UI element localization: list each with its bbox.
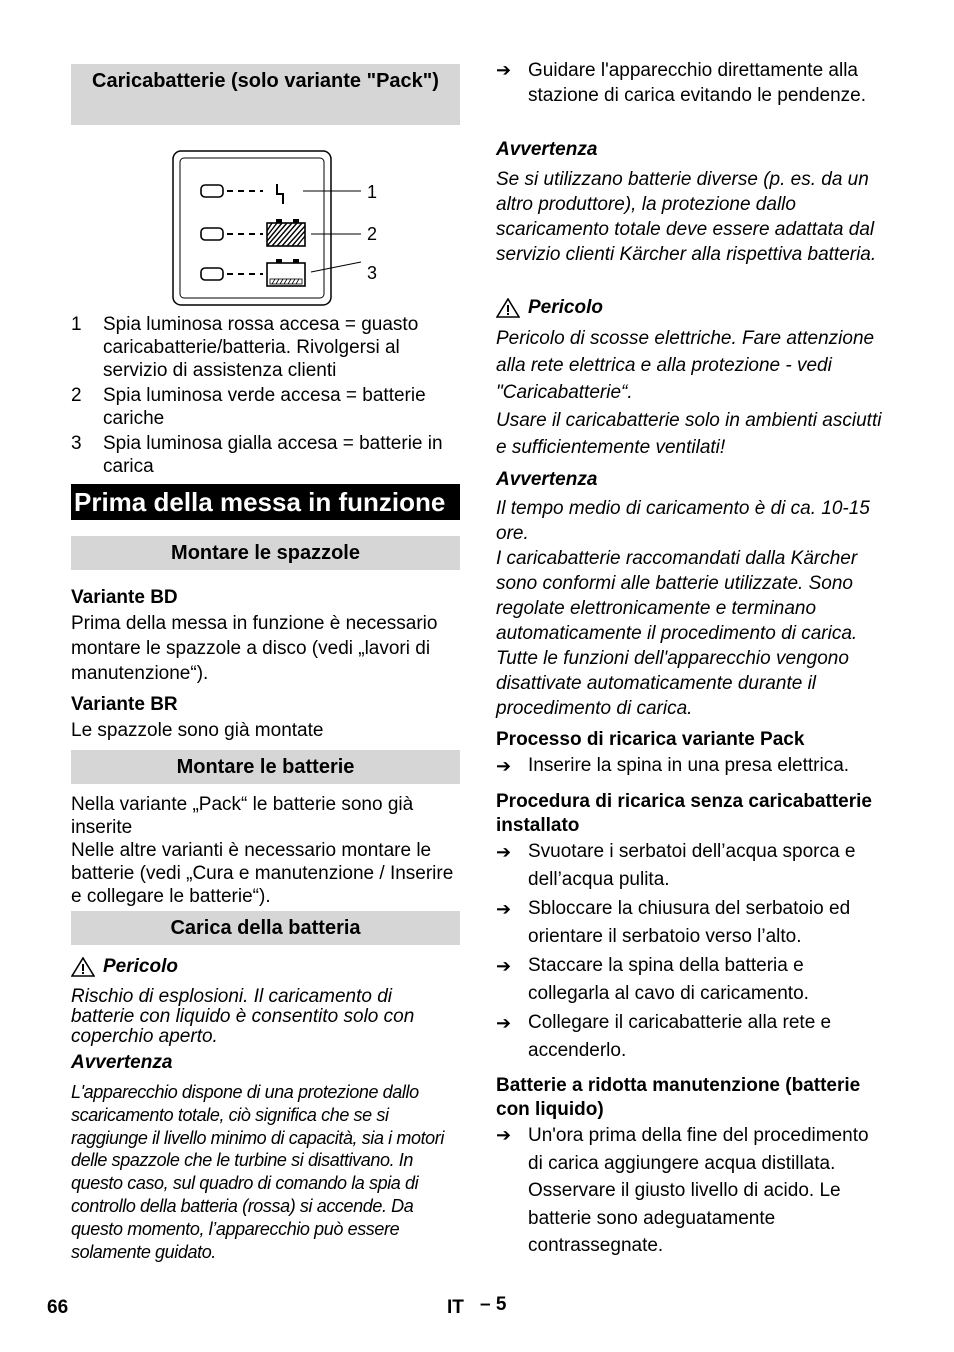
lowmaint-title: Batterie a ridotta manutenzione (batterie con liquido): [496, 1075, 861, 1120]
main-section-heading: Prima della messa in funzione: [71, 484, 460, 520]
figure-legend: [71, 313, 460, 478]
danger-title-left: [71, 956, 178, 978]
danger-title-text: Pericolo: [103, 956, 178, 977]
warning2-text-2: I caricabatterie raccomandati dalla Kärcher sono conformi alle batterie utilizzate. Sono regolate elettronicamente e terminano automaticamente il procedimento di carica.: [496, 548, 858, 644]
variant-bd-title: Variante BD: [71, 587, 178, 608]
pack-step: [496, 752, 888, 780]
legend-number: 1: [71, 314, 82, 335]
warning1-text: Se si utilizzano batterie diverse (p. es. da un altro produttore), la protezione dallo scaricamento totale deve essere adattata dal servizio clienti Kärcher alla rispettiva batteria.: [496, 169, 877, 265]
warning-triangle-icon: [71, 957, 95, 977]
legend-text: Spia luminosa gialla accesa = batterie in carica: [103, 433, 443, 477]
figure-label-1: 1: [367, 182, 378, 202]
legend-item: [71, 384, 460, 430]
charger-panel-figure: [171, 148, 391, 308]
danger-title-right: [496, 297, 603, 319]
step-text: Staccare la spina della batteria e collegarla al cavo di caricamento.: [528, 955, 809, 1004]
legend-text: Spia luminosa rossa accesa = guasto caricabatterie/batteria. Rivolgersi al servizio di assistenza clienti: [103, 314, 419, 381]
danger-text-left: Rischio di esplosioni. Il caricamento di batterie con liquido è consentito solo con coperchio aperto.: [71, 986, 415, 1047]
arrow-right-icon: ➔: [496, 756, 512, 776]
step-item: [496, 1009, 888, 1065]
battery-charging-icon: [267, 259, 305, 286]
step-text: Guidare l'apparecchio direttamente alla stazione di carica evitando le pendenze.: [528, 60, 867, 106]
step-text: Svuotare i serbatoi dell’acqua sporca e dell’acqua pulita.: [528, 841, 856, 890]
nocharger-steps: [496, 838, 888, 1065]
danger-text-right-2: Usare il caricabatterie solo in ambienti asciutti e sufficientemente ventilati!: [496, 410, 882, 458]
footer-lang: IT: [447, 1297, 464, 1318]
charger-heading: [71, 64, 460, 125]
legend-text: Spia luminosa verde accesa = batterie cariche: [103, 385, 426, 429]
figure-label-3: 3: [367, 263, 378, 283]
step-item: [496, 952, 888, 1008]
step-text: Inserire la spina in una presa elettrica.: [528, 755, 850, 776]
arrow-right-icon: ➔: [496, 842, 512, 862]
batteries-text-2: Nelle altre varianti è necessario montare le batterie (vedi „Cura e manutenzione / Inserire e collegare le batterie“).: [71, 840, 454, 907]
warning2-text-3: Tutte le funzioni dell'apparecchio vengono disattivate automaticamente durante il procedimento di carica.: [496, 648, 849, 719]
warning2-title: Avvertenza: [496, 469, 598, 490]
arrow-right-icon: ➔: [496, 1013, 512, 1033]
variant-bd-text: Prima della messa in funzione è necessario montare le spazzole a disco (vedi „lavori di manutenzione“).: [71, 613, 438, 684]
arrow-right-icon: ➔: [496, 899, 512, 919]
variant-br-title: Variante BR: [71, 694, 178, 715]
danger-text-right-1: Pericolo di scosse elettriche. Fare attenzione alla rete elettrica e alla protezione - vedi "Caricabatterie“.: [496, 328, 875, 403]
warning1-title: Avvertenza: [496, 139, 598, 160]
figure-label-2: 2: [367, 224, 378, 244]
led-green: [201, 228, 223, 240]
warning-title-left: Avvertenza: [71, 1052, 173, 1073]
legend-number: 2: [71, 385, 82, 406]
step-text: Sbloccare la chiusura del serbatoio ed orientare il serbatoio verso l’alto.: [528, 898, 851, 947]
danger-title-text: Pericolo: [528, 297, 603, 318]
step-item: [496, 838, 888, 894]
page-number: 66: [47, 1297, 69, 1318]
charge-heading: Carica della batteria: [71, 911, 460, 945]
batteries-text-1: Nella variante „Pack“ le batterie sono già inserite: [71, 794, 414, 838]
step-guide: [496, 58, 888, 108]
step-text: Collegare il caricabatterie alla rete e accenderlo.: [528, 1012, 832, 1061]
batteries-heading: Montare le batterie: [71, 750, 460, 784]
warning-triangle-icon: [496, 298, 520, 318]
led-yellow: [201, 268, 223, 280]
led-red: [201, 185, 223, 197]
brushes-heading: Montare le spazzole: [71, 536, 460, 570]
arrow-right-icon: ➔: [496, 60, 512, 80]
nocharger-title: Procedura di ricarica senza caricabatterie installato: [496, 791, 872, 836]
legend-number: 3: [71, 433, 82, 454]
warning2-text-1: Il tempo medio di caricamento è di ca. 10-15 ore.: [496, 498, 870, 544]
step-text: Un'ora prima della fine del procedimento di carica aggiungere acqua distillata. Osservare il giusto livello di acido. Le batterie sono adeguatamente contrassegnate.: [528, 1125, 869, 1256]
lowmaint-step: [496, 1122, 888, 1260]
legend-item: [71, 432, 460, 478]
variant-br-text: Le spazzole sono già montate: [71, 720, 324, 741]
step-item: [496, 895, 888, 951]
arrow-right-icon: ➔: [496, 956, 512, 976]
pack-title: Processo di ricarica variante Pack: [496, 729, 805, 750]
charger-heading-text: Caricabatterie (solo variante "Pack"): [92, 70, 439, 92]
arrow-right-icon: ➔: [496, 1125, 512, 1145]
footer-sub: – 5: [480, 1294, 507, 1315]
warning-text-left: L'apparecchio dispone di una protezione dallo scaricamento totale, ciò significa che se si raggiunge il livello minimo di capacità, sia i motori delle spazzole che le turbine si disattivano. In questo caso, sul quadro di comando la spia di controllo della batteria (rossa) si accende. Da questo momento, l’apparecchio può essere solamente guidato.: [71, 1082, 444, 1262]
legend-item: [71, 313, 460, 382]
battery-full-icon: [267, 219, 305, 246]
